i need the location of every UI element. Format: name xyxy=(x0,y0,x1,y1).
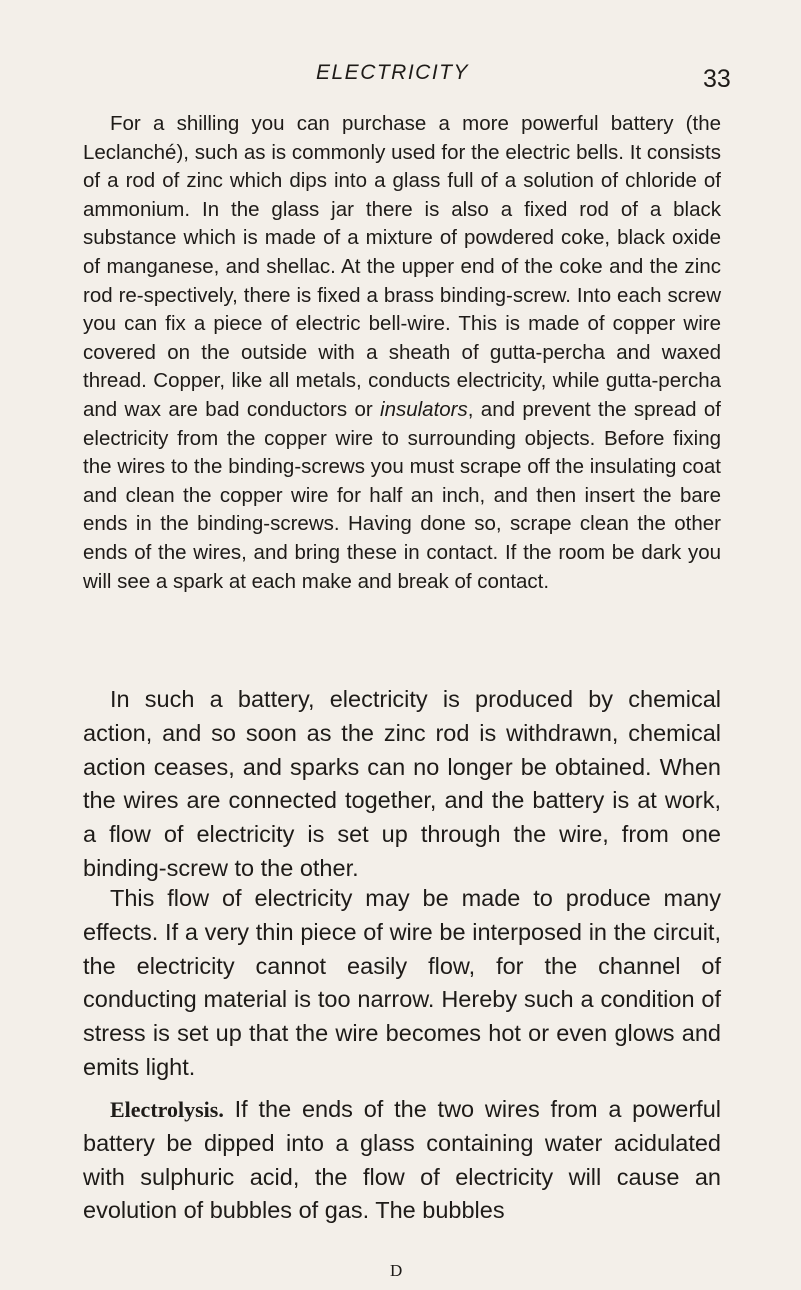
paragraph-text: This flow of electricity may be made to produce many effects. If a very thin piece of wire be interposed in the circuit, the electricity cannot easily flow, for the channel of conducting material is too narrow. Hereby such a condition of stress is set up that the wire becomes hot or even glows and emits light. xyxy=(83,885,721,1080)
run-in-heading-electrolysis: Electrolysis. xyxy=(110,1097,224,1122)
paragraph-text: For a shilling you can purchase a more powerful battery (the Leclanché), such as is commonly used for the electric bells. It consists of a rod of zinc which dips into a glass full of a solution of chloride of ammonium. In the glass jar there is also a fixed rod of a black substance which is made of a mixture of powdered coke, black oxide of manganese, and shellac. At the upper end of the coke and the zinc rod re-spectively, there is fixed a brass binding-screw. Into each screw you can fix a piece of electric bell-wire. This is made of copper wire covered on the outside with a sheath of gutta-percha and waxed thread. Copper, like all metals, conducts electricity, while gutta-percha and wax are bad conductors or xyxy=(83,112,721,421)
running-head xyxy=(0,60,801,94)
signature-mark: D xyxy=(390,1261,403,1280)
paragraph-chemical-action xyxy=(83,683,721,886)
paragraph-flow-effects xyxy=(83,882,721,1085)
paragraph-leclanche-battery xyxy=(83,110,721,596)
italic-term-insulators: insulators xyxy=(380,397,468,421)
page-number: 33 xyxy=(703,65,731,93)
paragraph-text: In such a battery, electricity is produced by chemical action, and so soon as the zinc rod is withdrawn, chemical action ceases, and sparks can no longer be obtained. When the wires are connected together, and the battery is at work, a flow of electricity is set up through the wire, from one binding-screw to the other. xyxy=(83,686,721,881)
paragraph-text: If the ends of the two wires from a powerful battery be dipped into a glass containing water acidulated with sulphuric acid, the flow of electricity will cause an evolution of bubbles of gas. The bubbles xyxy=(83,1096,722,1224)
paragraph-text: , and prevent the spread of electricity from the copper wire to surrounding objects. Before fixing the wires to the binding-screws you must scrape off the insulating coat and clean the copper wire for half an inch, and then insert the bare ends in the binding-screws. Having done so, scrape clean the other ends of the wires, and bring these in contact. If the room be dark you will see a spark at each make and break of contact. xyxy=(83,397,721,593)
paragraph-electrolysis xyxy=(83,1093,721,1228)
running-title: ELECTRICITY xyxy=(316,61,470,84)
